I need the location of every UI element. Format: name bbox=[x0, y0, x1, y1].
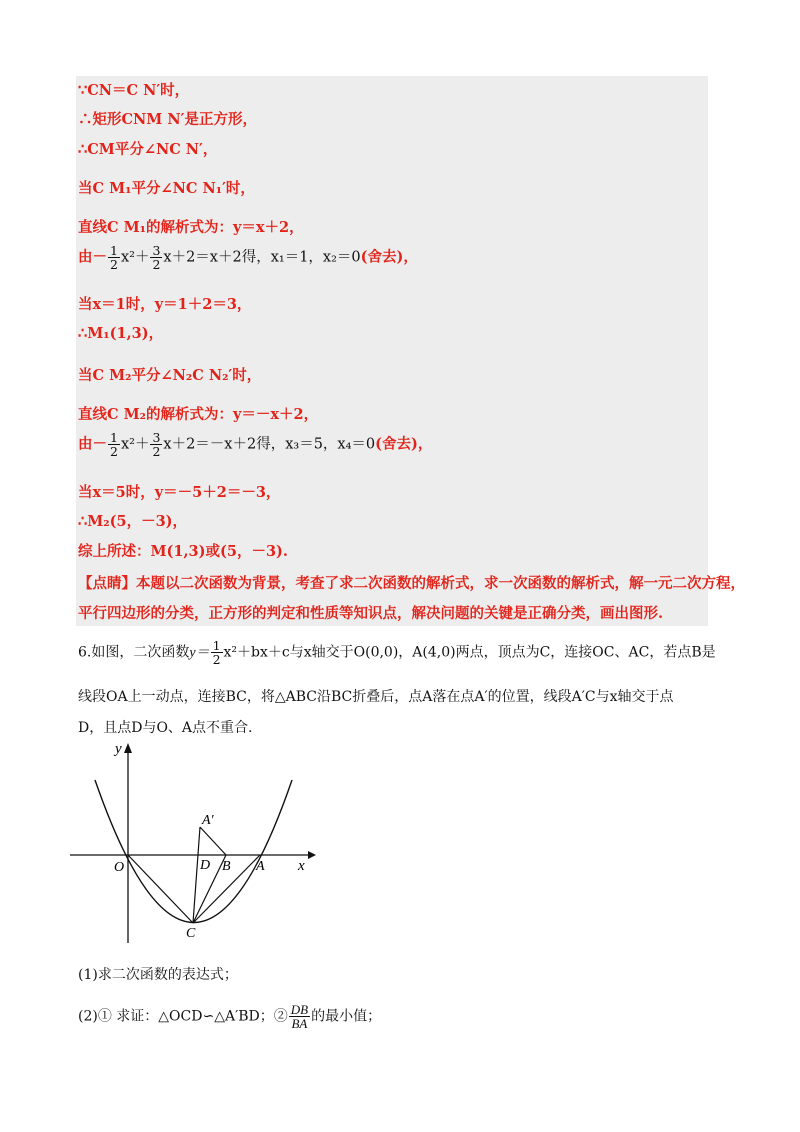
segment-A-prime-B bbox=[200, 827, 226, 855]
fraction-numerator: DB bbox=[290, 1002, 309, 1017]
point-C-label: C bbox=[186, 926, 196, 941]
point-B-label: B bbox=[222, 859, 231, 874]
solution-line-10: 直线C M₂的解析式为：y＝－x＋2， bbox=[78, 406, 319, 423]
point-D-label: D bbox=[200, 858, 211, 873]
fraction-denominator: 2 bbox=[110, 257, 118, 272]
solution-line-12: 当x＝5时，y＝－5＋2＝－3， bbox=[78, 484, 281, 501]
solution-line-5: 直线C M₁的解析式为：y＝x＋2， bbox=[78, 219, 304, 236]
segment-OC bbox=[128, 855, 193, 923]
segment-A-prime-C bbox=[193, 827, 200, 923]
y-axis-arrow-icon bbox=[124, 743, 132, 753]
question-line-1 bbox=[78, 639, 716, 666]
fraction bbox=[108, 244, 120, 271]
text-segment: ， bbox=[417, 435, 433, 453]
fraction-denominator: 2 bbox=[110, 444, 118, 459]
point-O-label: O bbox=[114, 860, 125, 875]
text-segment: x²＋ bbox=[120, 249, 150, 266]
solution-comment-line-1: 【点睛】本题以二次函数为背景，考查了求二次函数的解析式，求一次函数的解析式，解一元二次方程， bbox=[78, 575, 745, 592]
question-line-3: D，且点D与O、A点不重合. bbox=[78, 720, 253, 736]
text-segment: 综上所述： bbox=[78, 543, 151, 560]
text-segment: (舍去) bbox=[360, 248, 404, 266]
fraction-denominator: 2 bbox=[152, 257, 161, 272]
fraction-numerator: 1 bbox=[110, 243, 118, 258]
text-segment: x²＋ bbox=[120, 436, 150, 453]
solution-comment-line-2: 平行四边形的分类，正方形的判定和性质等知识点，解决问题的关键是正确分类，画出图形. bbox=[78, 605, 664, 622]
parabola-curve bbox=[95, 780, 292, 923]
x-axis-arrow-icon bbox=[308, 851, 316, 859]
point-A-prime-label: A′ bbox=[202, 813, 214, 828]
text-segment: 的最小值； bbox=[311, 1008, 382, 1025]
text-segment: (舍去) bbox=[375, 435, 418, 453]
question-part-1: (1)求二次函数的表达式； bbox=[78, 967, 238, 983]
solution-line-7: 当x＝1时，y＝1＋2＝3， bbox=[78, 296, 252, 313]
fraction-numerator: 3 bbox=[152, 430, 161, 445]
solution-line-6 bbox=[78, 244, 418, 271]
text-segment: M(1,3)或(5，－3). bbox=[150, 543, 288, 560]
fraction-denominator: 2 bbox=[212, 652, 221, 667]
fraction-numerator: 1 bbox=[212, 638, 221, 653]
x-axis-label: x bbox=[298, 858, 305, 874]
text-segment: x＋2＝－x＋2得，x₃＝5，x₄＝0 bbox=[163, 436, 376, 453]
fraction bbox=[150, 431, 162, 458]
solution-line-3: ∴CM平分∠NC N′， bbox=[78, 141, 218, 158]
solution-line-1: ∵CN＝C N′时， bbox=[78, 82, 190, 99]
solution-line-2: ∴矩形CNM N′是正方形， bbox=[78, 111, 257, 128]
question-line-2: 线段OA上一动点，连接BC，将△ABC沿BC折叠后，点A落在点A′的位置，线段A′C与x轴交于点 bbox=[78, 689, 674, 705]
fraction-numerator: 3 bbox=[152, 243, 161, 258]
parabola-figure bbox=[70, 735, 320, 950]
question-part-2 bbox=[78, 1003, 381, 1030]
text-segment: x²＋bx＋c与x轴交于O(0,0)，A(4,0)两点，顶点为C，连接OC、AC，若点B是 bbox=[223, 644, 716, 661]
fraction-numerator: 1 bbox=[110, 430, 118, 445]
text-segment: 由－ bbox=[78, 435, 107, 453]
fraction bbox=[289, 1003, 310, 1030]
solution-line-9: 当C M₂平分∠N₂C N₂′时， bbox=[78, 367, 262, 384]
fraction bbox=[211, 639, 223, 666]
y-axis-label: y bbox=[115, 741, 122, 757]
fraction bbox=[108, 431, 120, 458]
text-segment: (2)① 求证：△OCD∽△A′BD；② bbox=[78, 1008, 288, 1025]
text-segment: 6.如图，二次函数 bbox=[78, 644, 190, 661]
solution-line-8: ∴M₁(1,3)， bbox=[78, 325, 164, 342]
text-segment: ， bbox=[403, 248, 418, 266]
fraction-denominator: 2 bbox=[152, 444, 161, 459]
text-segment: 由－ bbox=[78, 248, 107, 266]
text-segment: x＋2＝x＋2得，x₁＝1，x₂＝0 bbox=[163, 249, 361, 266]
fraction-denominator: BA bbox=[291, 1016, 308, 1031]
solution-line-11 bbox=[78, 431, 432, 458]
text-segment: y＝ bbox=[189, 645, 210, 661]
solution-line-14 bbox=[78, 540, 288, 561]
solution-line-13: ∴M₂(5，－3)， bbox=[78, 513, 188, 530]
fraction bbox=[150, 244, 162, 271]
solution-line-4: 当C M₁平分∠NC N₁′时， bbox=[78, 180, 255, 197]
point-A-label: A bbox=[256, 859, 265, 874]
